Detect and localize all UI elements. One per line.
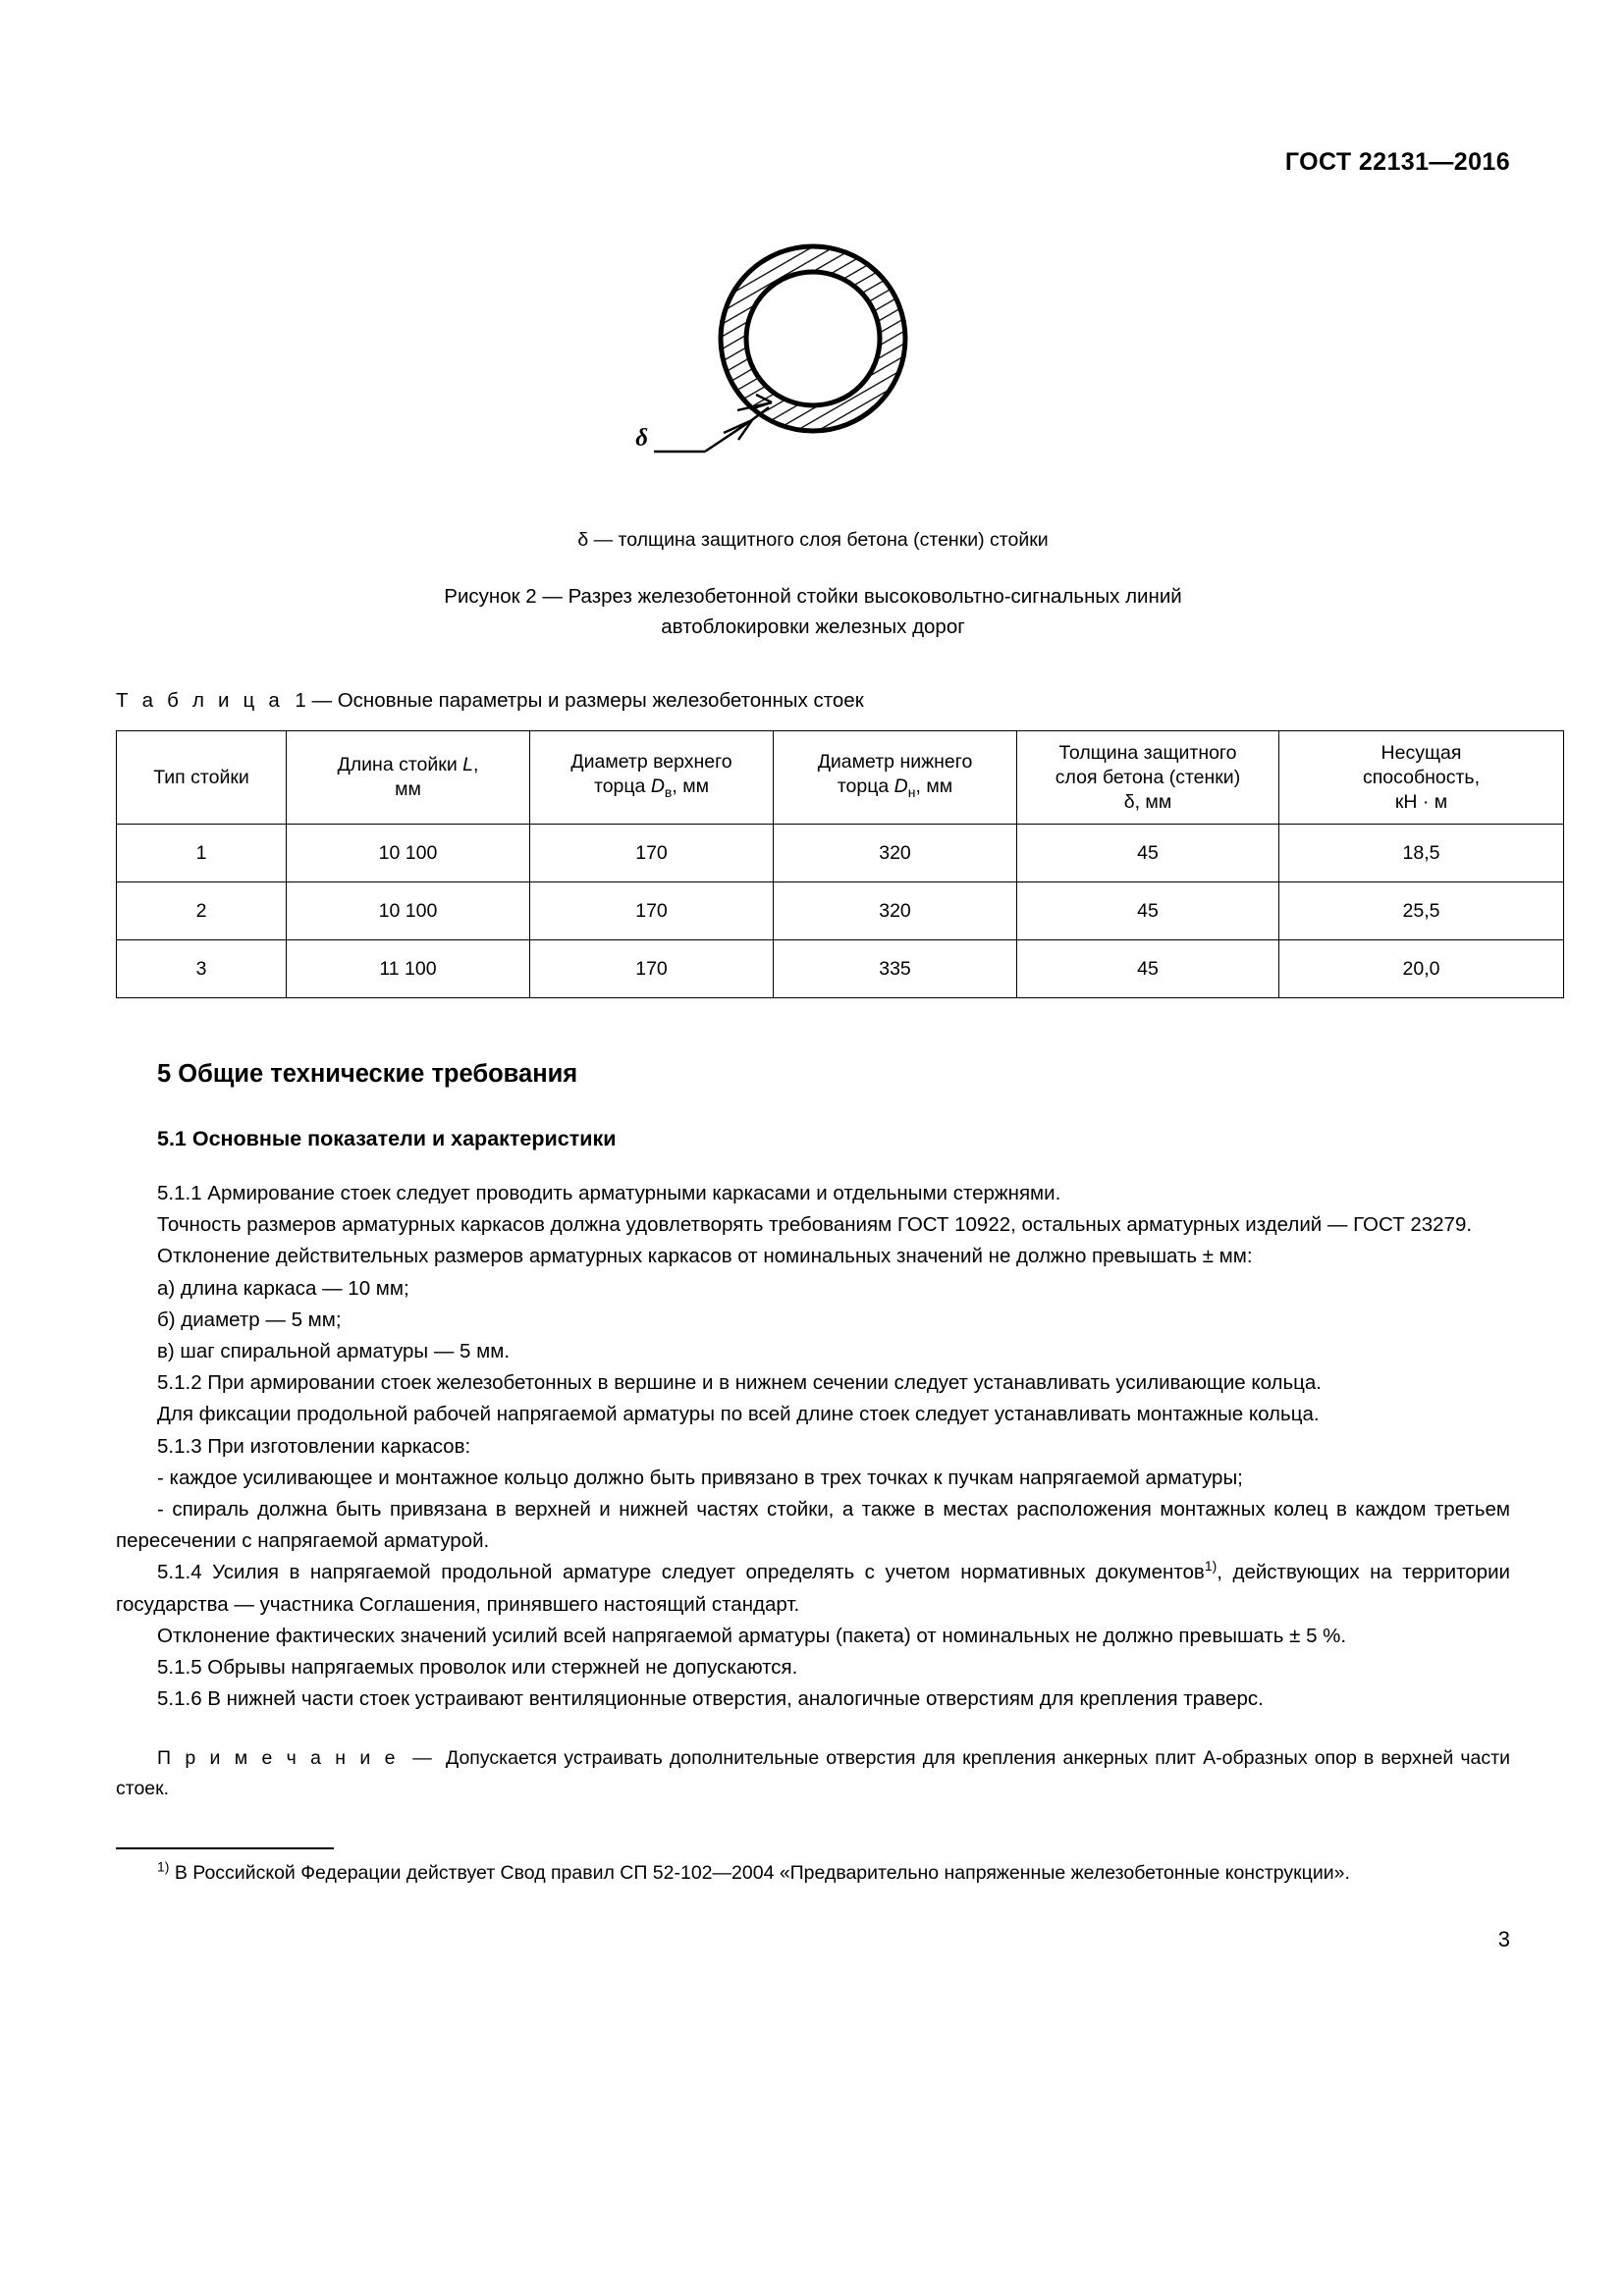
paragraph-5-1-4-text-before: 5.1.4 Усилия в напрягаемой продольной арматуре следует определять с учетом нормативных документов xyxy=(157,1561,1205,1584)
cell-top-diameter: 170 xyxy=(530,940,774,998)
figure-legend: δ — толщина защитного слоя бетона (стенки) стойки xyxy=(577,529,1049,551)
note-block xyxy=(116,1743,1510,1804)
cell-top-diameter: 170 xyxy=(530,825,774,882)
list-item-a: а) длина каркаса — 10 мм; xyxy=(157,1276,409,1300)
table-row xyxy=(117,940,1564,998)
cell-bottom-diameter: 320 xyxy=(774,882,1017,940)
cell-type: 1 xyxy=(117,825,287,882)
cell-protective-layer: 45 xyxy=(1017,882,1279,940)
cell-top-diameter: 170 xyxy=(530,882,774,940)
note-dash: — xyxy=(412,1747,432,1770)
paragraph-5-1-1: 5.1.1 Армирование стоек следует проводить арматурными каркасами и отдельными стержнями. xyxy=(157,1182,1061,1204)
footnote-text: В Российской Федерации действует Свод правил СП 52-102—2004 «Предварительно напряженные железобетонные конструкции». xyxy=(169,1862,1350,1885)
figure-caption xyxy=(116,581,1510,642)
cell-bearing-capacity: 20,0 xyxy=(1279,940,1564,998)
document-standard-header: ГОСТ 22131—2016 xyxy=(1284,148,1510,176)
paragraph-5-1-4 xyxy=(116,1557,1510,1620)
section-heading-5-1: 5.1 Основные показатели и характеристики xyxy=(157,1127,617,1150)
paragraph-accuracy: Точность размеров арматурных каркасов должна удовлетворять требованиям ГОСТ 10922, остальных арматурных изделий — ГОСТ 23279. xyxy=(157,1213,1473,1237)
cell-bearing-capacity: 25,5 xyxy=(1279,882,1564,940)
cell-type: 3 xyxy=(117,940,287,998)
paragraph-force-deviation: Отклонение фактических значений усилий всей напрягаемой арматуры (пакета) от номинальных не должно превышать ± 5 %. xyxy=(157,1624,1347,1647)
table-1-title xyxy=(116,688,1510,714)
table-head xyxy=(117,731,1564,825)
bullet-spiral: - спираль должна быть привязана в верхней и нижней частях стойки, а также в местах расположения монтажных колец в каждом третьем пересечении с напрягаемой арматурой. xyxy=(116,1498,1510,1553)
paragraph-5-1-6: 5.1.6 В нижней части стоек устраивают вентиляционные отверстия, аналогичные отверстиям для крепления траверс. xyxy=(157,1687,1264,1711)
delta-label: δ xyxy=(635,425,648,452)
cell-length: 11 100 xyxy=(287,940,530,998)
column-header-top-diameter: Диаметр верхнего торца $D_в$, мм xyxy=(530,731,774,825)
table-row xyxy=(117,825,1564,882)
table-body xyxy=(117,825,1564,998)
table-title-dash: — xyxy=(311,689,333,712)
table-number: 1 xyxy=(295,689,306,712)
column-header-bottom-diameter: Диаметр нижнего торца $D_н$, мм xyxy=(774,731,1017,825)
figure-caption-line-1: Рисунок 2 — Разрез железобетонной стойки высоковольтно-сигнальных линий xyxy=(444,585,1182,608)
paragraph-deviation: Отклонение действительных размеров арматурных каркасов от номинальных значений не должно превышать ± мм: xyxy=(157,1245,1253,1268)
list-item-v: в) шаг спиральной арматуры — 5 мм. xyxy=(157,1340,511,1363)
cell-length: 10 100 xyxy=(287,882,530,940)
cell-bottom-diameter: 320 xyxy=(774,825,1017,882)
paragraph-5-1-4-text-after: , действующих на территории государства — участника Соглашения, принявшего настоящий стандарт. xyxy=(116,1561,1510,1616)
figure-2-block xyxy=(116,228,1510,642)
paragraph-5-1-5: 5.1.5 Обрывы напрягаемых проволок или стержней не допускаются. xyxy=(157,1656,798,1680)
cell-type: 2 xyxy=(117,882,287,940)
cell-length: 10 100 xyxy=(287,825,530,882)
note-text: Допускается устраивать дополнительные отверстия для крепления анкерных плит А-образных опор в верхней части стоек. xyxy=(116,1747,1510,1800)
pole-cross-section-diagram xyxy=(607,228,1019,483)
cell-bottom-diameter: 335 xyxy=(774,940,1017,998)
cell-protective-layer: 45 xyxy=(1017,940,1279,998)
cell-bearing-capacity: 18,5 xyxy=(1279,825,1564,882)
footnote-reference-marker: 1) xyxy=(1204,1558,1218,1575)
parameters-table xyxy=(116,730,1564,998)
paragraph-5-1-2: 5.1.2 При армировании стоек железобетонных в вершине и в нижнем сечении следует устанавливать усиливающие кольца. xyxy=(157,1371,1322,1395)
page-content xyxy=(116,0,1510,1953)
footnote-1 xyxy=(116,1858,1510,1889)
cell-protective-layer: 45 xyxy=(1017,825,1279,882)
section-heading-5: 5 Общие технические требования xyxy=(157,1060,578,1088)
footnote-separator xyxy=(116,1847,334,1849)
paragraph-5-1-3: 5.1.3 При изготовлении каркасов: xyxy=(157,1434,471,1458)
column-header-bearing-capacity: Несущая способность, кН · м xyxy=(1279,731,1564,825)
paragraph-fixation: Для фиксации продольной рабочей напрягаемой арматуры по всей длине стоек следует устанавливать монтажные кольца. xyxy=(157,1403,1320,1426)
figure-caption-line-2: автоблокировки железных дорог xyxy=(661,615,965,638)
list-item-b: б) диаметр — 5 мм; xyxy=(157,1308,342,1331)
table-row xyxy=(117,882,1564,940)
column-header-pole-length: Длина стойки L, мм xyxy=(287,731,530,825)
column-header-protective-layer: Толщина защитного слоя бетона (стенки) δ, мм xyxy=(1017,731,1279,825)
table-label: Т а б л и ц а xyxy=(116,689,284,712)
footnote-marker: 1) xyxy=(157,1858,170,1875)
note-label: П р и м е ч а н и е xyxy=(157,1747,400,1770)
bullet-reinforcing-ring: - каждое усиливающее и монтажное кольцо должно быть привязано в трех точках к пучкам напрягаемой арматуры; xyxy=(157,1466,1243,1489)
column-header-pole-type: Тип стойки xyxy=(117,731,287,825)
table-title-text: Основные параметры и размеры железобетонных стоек xyxy=(337,689,864,712)
table-header-row xyxy=(117,731,1564,825)
page-number: 3 xyxy=(1497,1927,1510,1952)
